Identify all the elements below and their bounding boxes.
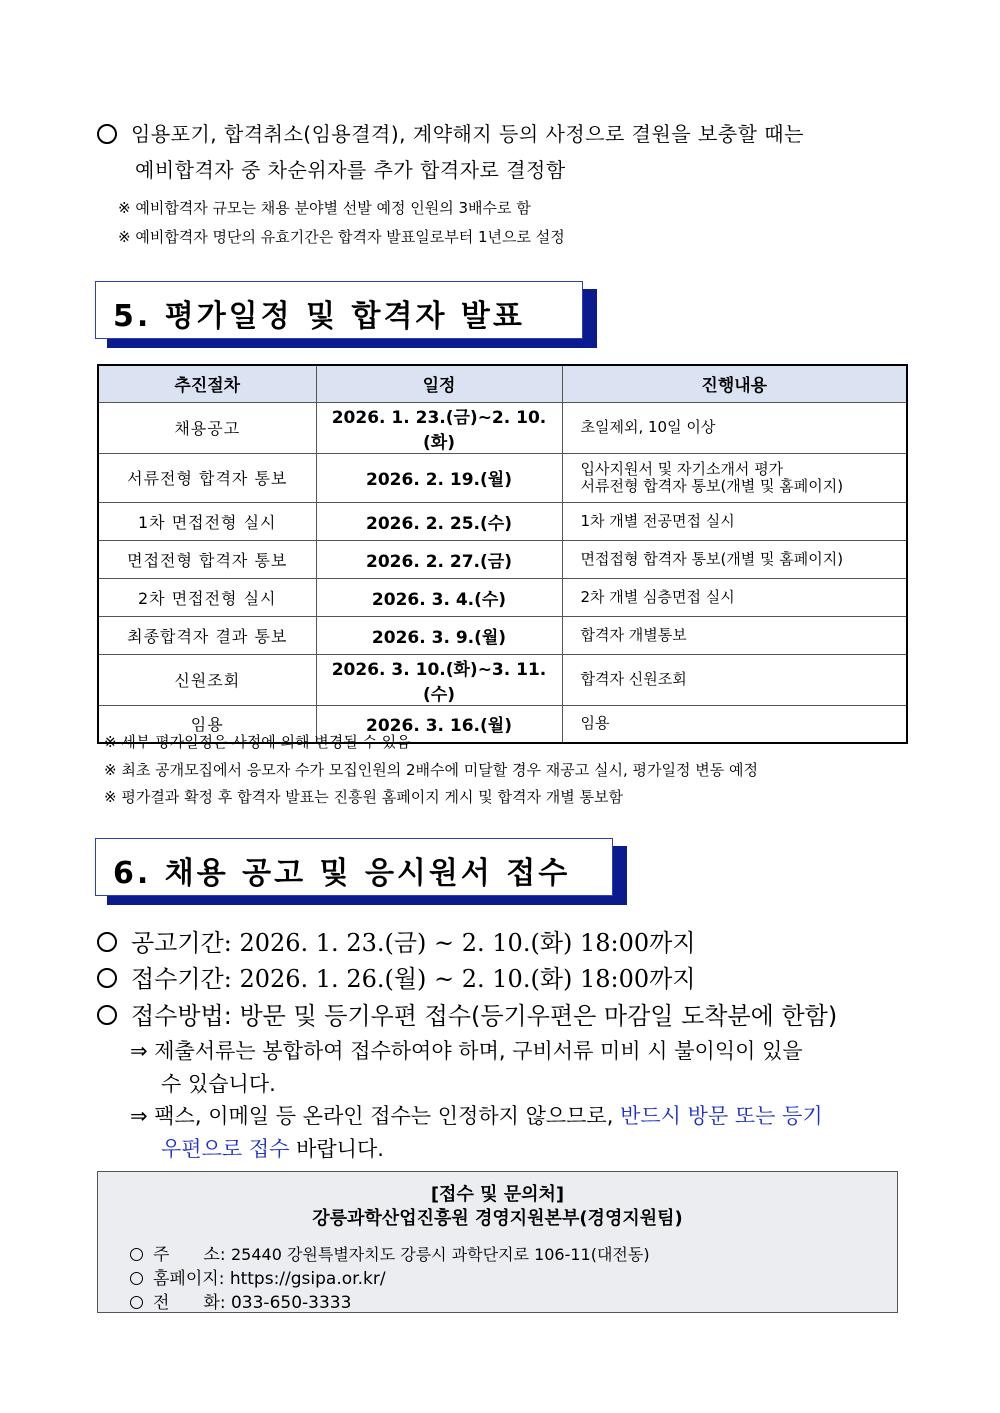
contact-address — [130, 1240, 650, 1265]
row-content: 임용 — [562, 705, 907, 743]
row-date: 2026. 3. 9.(월) — [316, 616, 562, 654]
table-row — [98, 616, 907, 654]
row-content: 초일제외, 10일 이상 — [562, 402, 907, 453]
circle-bullet-icon — [97, 124, 117, 144]
row-content: 합격자 신원조회 — [562, 654, 907, 705]
phone-label: 전 화: — [153, 1293, 226, 1313]
contact-heading: [접수 및 문의처] — [430, 1184, 565, 1205]
contact-organization: 강릉과학산업진흥원 경영지원본부(경영지원팀) — [312, 1208, 683, 1229]
row-date: 2026. 2. 27.(금) — [316, 540, 562, 578]
row-content-line: 입사지원서 및 자기소개서 평가 — [580, 459, 784, 478]
bullet1-line1: 임용포기, 합격취소(임용결격), 계약해지 등의 사정으로 결원을 보충할 때는 — [131, 122, 804, 146]
table-row — [98, 402, 907, 453]
contact-box — [97, 1171, 898, 1313]
row-date: 2026. 3. 10.(화)~3. 11.(수) — [316, 654, 562, 705]
row-content: 2차 개별 심층면접 실시 — [562, 578, 907, 616]
application-method — [97, 996, 837, 1031]
homepage-label: 홈페이지: — [153, 1269, 225, 1289]
note-reserve-size: ※ 예비합격자 규모는 채용 분야별 선발 예정 인원의 3배수로 함 — [118, 199, 531, 217]
section4-bullet1 — [97, 118, 804, 147]
address-label: 주 소: — [153, 1245, 226, 1265]
row-step: 임용 — [98, 705, 316, 743]
table-row — [98, 540, 907, 578]
circle-bullet-icon — [97, 932, 117, 952]
row-step: 채용공고 — [98, 402, 316, 453]
circle-bullet-icon — [97, 1005, 117, 1025]
address-value: 25440 강원특별자치도 강릉시 과학단지로 106-11(대전동) — [230, 1245, 650, 1264]
row-content: 면접접형 합격자 통보(개별 및 홈페이지) — [562, 540, 907, 578]
row-date: 2026. 2. 19.(월) — [316, 453, 562, 502]
circle-bullet-icon — [130, 1248, 143, 1261]
row-step: 신원조회 — [98, 654, 316, 705]
row-step: 서류전형 합격자 통보 — [98, 453, 316, 502]
row-date: 2026. 3. 16.(월) — [316, 705, 562, 743]
sub-note-online-line1 — [130, 1099, 823, 1133]
table-row — [98, 578, 907, 616]
row-step: 1차 면접전형 실시 — [98, 502, 316, 540]
bullet1-line2: 예비합격자 중 차순위자를 추가 합격자로 결정함 — [135, 158, 566, 182]
sub-note-highlight: 반드시 방문 또는 등기 — [620, 1104, 823, 1128]
note-announcement: ※ 평가결과 확정 후 합격자 발표는 진흥원 홈페이지 게시 및 합격자 개별 통보함 — [104, 788, 623, 806]
note-readvertise: ※ 최초 공개모집에서 응모자 수가 모집인원의 2배수에 미달할 경우 재공고 실시, 평가일정 변동 예정 — [104, 761, 758, 779]
section5-title: 5. 평가일정 및 합격자 발표 — [113, 299, 525, 334]
note-reserve-validity: ※ 예비합격자 명단의 유효기간은 합격자 발표일로부터 1년으로 설정 — [118, 228, 565, 246]
circle-bullet-icon — [130, 1272, 143, 1285]
posting-period-text: 공고기간: 2026. 1. 23.(금) ~ 2. 10.(화) 18:00까지 — [131, 929, 696, 957]
contact-phone — [130, 1288, 351, 1313]
row-step: 최종합격자 결과 통보 — [98, 616, 316, 654]
section6-header — [95, 838, 627, 905]
row-step: 면접전형 합격자 통보 — [98, 540, 316, 578]
application-period — [97, 959, 696, 994]
row-content: 1차 개별 전공면접 실시 — [562, 502, 907, 540]
circle-bullet-icon — [97, 968, 117, 988]
row-date: 2026. 3. 4.(수) — [316, 578, 562, 616]
application-period-text: 접수기간: 2026. 1. 26.(월) ~ 2. 10.(화) 18:00까지 — [131, 965, 696, 993]
table-header-row — [98, 365, 907, 402]
sub-note-online-line2 — [161, 1132, 384, 1166]
header-step: 추진절차 — [98, 365, 316, 402]
schedule-table — [97, 364, 908, 744]
application-method-text: 접수방법: 방문 및 등기우편 접수(등기우편은 마감일 도착분에 한함) — [131, 1002, 838, 1030]
sub-note-sealed-line2: 수 있습니다. — [161, 1072, 276, 1096]
sub-note-online-end: 바랍니다. — [289, 1137, 384, 1161]
sub-note-online-text: ⇒ 팩스, 이메일 등 온라인 접수는 인정하지 않으므로, — [130, 1104, 621, 1128]
circle-bullet-icon — [130, 1296, 143, 1309]
sub-note-sealed-line1: ⇒ 제출서류는 봉합하여 접수하여야 하며, 구비서류 미비 시 불이익이 있을 — [130, 1039, 803, 1063]
table-row — [98, 453, 907, 502]
row-content-line: 서류전형 합격자 통보(개별 및 홈페이지) — [580, 476, 844, 495]
row-step: 2차 면접전형 실시 — [98, 578, 316, 616]
header-content: 진행내용 — [562, 365, 907, 402]
section5-header — [95, 281, 597, 348]
row-date: 2026. 1. 23.(금)~2. 10.(화) — [316, 402, 562, 453]
section6-title: 6. 채용 공고 및 응시원서 접수 — [113, 856, 571, 891]
row-content: 합격자 개별통보 — [562, 616, 907, 654]
phone-value: 033-650-3333 — [230, 1293, 352, 1313]
table-row — [98, 654, 907, 705]
note-schedule-change: ※ 세부 평가일정은 사정에 의해 변경될 수 있음 — [104, 733, 411, 751]
table-row — [98, 502, 907, 540]
contact-homepage — [130, 1264, 386, 1289]
homepage-link[interactable]: https://gsipa.or.kr/ — [229, 1269, 386, 1289]
sub-note-highlight: 우편으로 접수 — [161, 1137, 290, 1161]
row-date: 2026. 2. 25.(수) — [316, 502, 562, 540]
row-content — [562, 453, 907, 502]
header-date: 일정 — [316, 365, 562, 402]
posting-period — [97, 923, 696, 958]
